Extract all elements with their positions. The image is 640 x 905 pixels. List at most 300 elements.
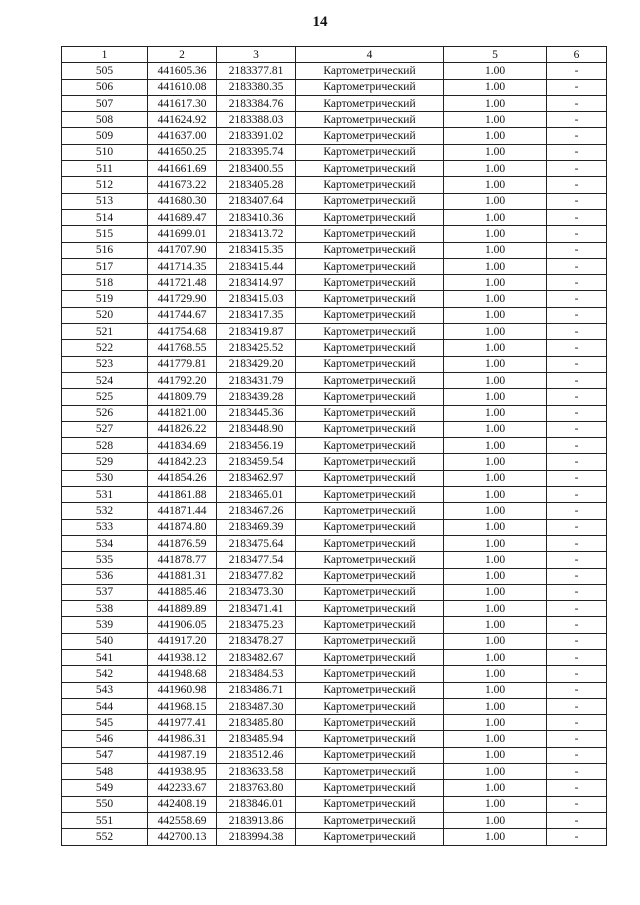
point-number-cell: 539 xyxy=(62,617,148,633)
y-coordinate-cell: 2183459.54 xyxy=(217,454,296,470)
table-row xyxy=(62,633,607,649)
table-row xyxy=(62,698,607,714)
x-coordinate-cell: 441987.19 xyxy=(148,747,217,763)
x-coordinate-cell: 441809.79 xyxy=(148,389,217,405)
table-row xyxy=(62,226,607,242)
accuracy-cell: 1.00 xyxy=(444,226,547,242)
y-coordinate-cell: 2183384.76 xyxy=(217,95,296,111)
accuracy-cell: 1.00 xyxy=(444,79,547,95)
note-cell: - xyxy=(547,95,607,111)
method-cell: Картометрический xyxy=(296,258,444,274)
y-coordinate-cell: 2183429.20 xyxy=(217,356,296,372)
accuracy-cell: 1.00 xyxy=(444,682,547,698)
x-coordinate-cell: 441714.35 xyxy=(148,258,217,274)
accuracy-cell: 1.00 xyxy=(444,454,547,470)
accuracy-cell: 1.00 xyxy=(444,649,547,665)
accuracy-cell: 1.00 xyxy=(444,193,547,209)
note-cell: - xyxy=(547,128,607,144)
accuracy-cell: 1.00 xyxy=(444,715,547,731)
x-coordinate-cell: 441650.25 xyxy=(148,144,217,160)
y-coordinate-cell: 2183467.26 xyxy=(217,503,296,519)
x-coordinate-cell: 441906.05 xyxy=(148,617,217,633)
point-number-cell: 531 xyxy=(62,487,148,503)
x-coordinate-cell: 441878.77 xyxy=(148,552,217,568)
point-number-cell: 551 xyxy=(62,812,148,828)
x-coordinate-cell: 441768.55 xyxy=(148,340,217,356)
method-cell: Картометрический xyxy=(296,372,444,388)
y-coordinate-cell: 2183633.58 xyxy=(217,764,296,780)
method-cell: Картометрический xyxy=(296,747,444,763)
x-coordinate-cell: 441637.00 xyxy=(148,128,217,144)
table-row xyxy=(62,649,607,665)
method-cell: Картометрический xyxy=(296,405,444,421)
x-coordinate-cell: 441661.69 xyxy=(148,161,217,177)
method-cell: Картометрический xyxy=(296,698,444,714)
y-coordinate-cell: 2183439.28 xyxy=(217,389,296,405)
note-cell: - xyxy=(547,617,607,633)
accuracy-cell: 1.00 xyxy=(444,144,547,160)
y-coordinate-cell: 2183417.35 xyxy=(217,307,296,323)
y-coordinate-cell: 2183448.90 xyxy=(217,421,296,437)
y-coordinate-cell: 2183415.03 xyxy=(217,291,296,307)
x-coordinate-cell: 441842.23 xyxy=(148,454,217,470)
x-coordinate-cell: 441707.90 xyxy=(148,242,217,258)
point-number-cell: 508 xyxy=(62,112,148,128)
x-coordinate-cell: 441881.31 xyxy=(148,568,217,584)
table-row xyxy=(62,193,607,209)
note-cell: - xyxy=(547,649,607,665)
x-coordinate-cell: 442558.69 xyxy=(148,812,217,828)
note-cell: - xyxy=(547,242,607,258)
accuracy-cell: 1.00 xyxy=(444,747,547,763)
accuracy-cell: 1.00 xyxy=(444,128,547,144)
x-coordinate-cell: 441826.22 xyxy=(148,421,217,437)
x-coordinate-cell: 441779.81 xyxy=(148,356,217,372)
y-coordinate-cell: 2183431.79 xyxy=(217,372,296,388)
accuracy-cell: 1.00 xyxy=(444,519,547,535)
method-cell: Картометрический xyxy=(296,535,444,551)
column-header-6: 6 xyxy=(547,47,607,63)
table-row xyxy=(62,79,607,95)
point-number-cell: 514 xyxy=(62,209,148,225)
note-cell: - xyxy=(547,552,607,568)
x-coordinate-cell: 441938.12 xyxy=(148,649,217,665)
note-cell: - xyxy=(547,177,607,193)
note-cell: - xyxy=(547,438,607,454)
accuracy-cell: 1.00 xyxy=(444,812,547,828)
accuracy-cell: 1.00 xyxy=(444,470,547,486)
accuracy-cell: 1.00 xyxy=(444,796,547,812)
point-number-cell: 520 xyxy=(62,307,148,323)
y-coordinate-cell: 2183377.81 xyxy=(217,63,296,79)
note-cell: - xyxy=(547,812,607,828)
note-cell: - xyxy=(547,291,607,307)
point-number-cell: 524 xyxy=(62,372,148,388)
table-body xyxy=(62,63,607,845)
y-coordinate-cell: 2183846.01 xyxy=(217,796,296,812)
accuracy-cell: 1.00 xyxy=(444,601,547,617)
note-cell: - xyxy=(547,796,607,812)
point-number-cell: 507 xyxy=(62,95,148,111)
method-cell: Картометрический xyxy=(296,649,444,665)
x-coordinate-cell: 441854.26 xyxy=(148,470,217,486)
note-cell: - xyxy=(547,487,607,503)
note-cell: - xyxy=(547,389,607,405)
table-row xyxy=(62,438,607,454)
note-cell: - xyxy=(547,112,607,128)
y-coordinate-cell: 2183388.03 xyxy=(217,112,296,128)
y-coordinate-cell: 2183395.74 xyxy=(217,144,296,160)
accuracy-cell: 1.00 xyxy=(444,552,547,568)
x-coordinate-cell: 442408.19 xyxy=(148,796,217,812)
method-cell: Картометрический xyxy=(296,226,444,242)
method-cell: Картометрический xyxy=(296,715,444,731)
accuracy-cell: 1.00 xyxy=(444,63,547,79)
x-coordinate-cell: 441729.90 xyxy=(148,291,217,307)
y-coordinate-cell: 2183415.35 xyxy=(217,242,296,258)
y-coordinate-cell: 2183486.71 xyxy=(217,682,296,698)
note-cell: - xyxy=(547,747,607,763)
method-cell: Картометрический xyxy=(296,470,444,486)
point-number-cell: 545 xyxy=(62,715,148,731)
method-cell: Картометрический xyxy=(296,242,444,258)
x-coordinate-cell: 441821.00 xyxy=(148,405,217,421)
point-number-cell: 547 xyxy=(62,747,148,763)
point-number-cell: 525 xyxy=(62,389,148,405)
note-cell: - xyxy=(547,307,607,323)
x-coordinate-cell: 441624.92 xyxy=(148,112,217,128)
x-coordinate-cell: 441968.15 xyxy=(148,698,217,714)
y-coordinate-cell: 2183484.53 xyxy=(217,666,296,682)
point-number-cell: 549 xyxy=(62,780,148,796)
table-row xyxy=(62,568,607,584)
method-cell: Картометрический xyxy=(296,340,444,356)
table-row xyxy=(62,144,607,160)
table-row xyxy=(62,324,607,340)
y-coordinate-cell: 2183425.52 xyxy=(217,340,296,356)
accuracy-cell: 1.00 xyxy=(444,764,547,780)
y-coordinate-cell: 2183414.97 xyxy=(217,275,296,291)
point-number-cell: 516 xyxy=(62,242,148,258)
table-row xyxy=(62,812,607,828)
accuracy-cell: 1.00 xyxy=(444,405,547,421)
x-coordinate-cell: 441885.46 xyxy=(148,584,217,600)
method-cell: Картометрический xyxy=(296,682,444,698)
x-coordinate-cell: 441876.59 xyxy=(148,535,217,551)
method-cell: Картометрический xyxy=(296,356,444,372)
accuracy-cell: 1.00 xyxy=(444,731,547,747)
point-number-cell: 515 xyxy=(62,226,148,242)
method-cell: Картометрический xyxy=(296,161,444,177)
method-cell: Картометрический xyxy=(296,291,444,307)
method-cell: Картометрический xyxy=(296,193,444,209)
y-coordinate-cell: 2183471.41 xyxy=(217,601,296,617)
y-coordinate-cell: 2183763.80 xyxy=(217,780,296,796)
table-row xyxy=(62,112,607,128)
table-header-row xyxy=(62,47,607,63)
table-row xyxy=(62,764,607,780)
note-cell: - xyxy=(547,698,607,714)
x-coordinate-cell: 441721.48 xyxy=(148,275,217,291)
note-cell: - xyxy=(547,63,607,79)
table-row xyxy=(62,421,607,437)
accuracy-cell: 1.00 xyxy=(444,242,547,258)
point-number-cell: 552 xyxy=(62,829,148,845)
note-cell: - xyxy=(547,633,607,649)
x-coordinate-cell: 441834.69 xyxy=(148,438,217,454)
method-cell: Картометрический xyxy=(296,487,444,503)
table-row xyxy=(62,177,607,193)
note-cell: - xyxy=(547,470,607,486)
x-coordinate-cell: 441744.67 xyxy=(148,307,217,323)
column-header-1: 1 xyxy=(62,47,148,63)
note-cell: - xyxy=(547,601,607,617)
method-cell: Картометрический xyxy=(296,421,444,437)
note-cell: - xyxy=(547,519,607,535)
method-cell: Картометрический xyxy=(296,177,444,193)
accuracy-cell: 1.00 xyxy=(444,829,547,845)
accuracy-cell: 1.00 xyxy=(444,340,547,356)
point-number-cell: 532 xyxy=(62,503,148,519)
x-coordinate-cell: 441938.95 xyxy=(148,764,217,780)
x-coordinate-cell: 441792.20 xyxy=(148,372,217,388)
accuracy-cell: 1.00 xyxy=(444,584,547,600)
y-coordinate-cell: 2183485.94 xyxy=(217,731,296,747)
x-coordinate-cell: 441977.41 xyxy=(148,715,217,731)
accuracy-cell: 1.00 xyxy=(444,307,547,323)
coordinates-table xyxy=(61,46,607,846)
x-coordinate-cell: 441889.89 xyxy=(148,601,217,617)
accuracy-cell: 1.00 xyxy=(444,421,547,437)
table-row xyxy=(62,682,607,698)
method-cell: Картометрический xyxy=(296,454,444,470)
y-coordinate-cell: 2183473.30 xyxy=(217,584,296,600)
point-number-cell: 541 xyxy=(62,649,148,665)
note-cell: - xyxy=(547,372,607,388)
x-coordinate-cell: 442700.13 xyxy=(148,829,217,845)
note-cell: - xyxy=(547,780,607,796)
method-cell: Картометрический xyxy=(296,389,444,405)
point-number-cell: 521 xyxy=(62,324,148,340)
point-number-cell: 534 xyxy=(62,535,148,551)
method-cell: Картометрический xyxy=(296,63,444,79)
y-coordinate-cell: 2183465.01 xyxy=(217,487,296,503)
point-number-cell: 518 xyxy=(62,275,148,291)
point-number-cell: 519 xyxy=(62,291,148,307)
method-cell: Картометрический xyxy=(296,438,444,454)
accuracy-cell: 1.00 xyxy=(444,356,547,372)
x-coordinate-cell: 441699.01 xyxy=(148,226,217,242)
note-cell: - xyxy=(547,193,607,209)
accuracy-cell: 1.00 xyxy=(444,177,547,193)
accuracy-cell: 1.00 xyxy=(444,698,547,714)
point-number-cell: 535 xyxy=(62,552,148,568)
table-row xyxy=(62,372,607,388)
point-number-cell: 517 xyxy=(62,258,148,274)
accuracy-cell: 1.00 xyxy=(444,617,547,633)
y-coordinate-cell: 2183391.02 xyxy=(217,128,296,144)
table-row xyxy=(62,307,607,323)
y-coordinate-cell: 2183400.55 xyxy=(217,161,296,177)
note-cell: - xyxy=(547,209,607,225)
y-coordinate-cell: 2183487.30 xyxy=(217,698,296,714)
table-row xyxy=(62,503,607,519)
x-coordinate-cell: 441986.31 xyxy=(148,731,217,747)
note-cell: - xyxy=(547,764,607,780)
point-number-cell: 546 xyxy=(62,731,148,747)
y-coordinate-cell: 2183469.39 xyxy=(217,519,296,535)
y-coordinate-cell: 2183512.46 xyxy=(217,747,296,763)
y-coordinate-cell: 2183482.67 xyxy=(217,649,296,665)
method-cell: Картометрический xyxy=(296,307,444,323)
y-coordinate-cell: 2183413.72 xyxy=(217,226,296,242)
point-number-cell: 529 xyxy=(62,454,148,470)
table-row xyxy=(62,356,607,372)
accuracy-cell: 1.00 xyxy=(444,209,547,225)
note-cell: - xyxy=(547,79,607,95)
accuracy-cell: 1.00 xyxy=(444,161,547,177)
table-row xyxy=(62,161,607,177)
y-coordinate-cell: 2183445.36 xyxy=(217,405,296,421)
table-row xyxy=(62,731,607,747)
y-coordinate-cell: 2183477.82 xyxy=(217,568,296,584)
table-row xyxy=(62,519,607,535)
point-number-cell: 523 xyxy=(62,356,148,372)
accuracy-cell: 1.00 xyxy=(444,633,547,649)
table-row xyxy=(62,128,607,144)
point-number-cell: 538 xyxy=(62,601,148,617)
point-number-cell: 512 xyxy=(62,177,148,193)
table-row xyxy=(62,95,607,111)
note-cell: - xyxy=(547,829,607,845)
column-header-5: 5 xyxy=(444,47,547,63)
accuracy-cell: 1.00 xyxy=(444,666,547,682)
note-cell: - xyxy=(547,356,607,372)
method-cell: Картометрический xyxy=(296,666,444,682)
method-cell: Картометрический xyxy=(296,568,444,584)
method-cell: Картометрический xyxy=(296,503,444,519)
method-cell: Картометрический xyxy=(296,79,444,95)
y-coordinate-cell: 2183475.23 xyxy=(217,617,296,633)
y-coordinate-cell: 2183380.35 xyxy=(217,79,296,95)
table-row xyxy=(62,454,607,470)
x-coordinate-cell: 441754.68 xyxy=(148,324,217,340)
x-coordinate-cell: 441617.30 xyxy=(148,95,217,111)
y-coordinate-cell: 2183994.38 xyxy=(217,829,296,845)
point-number-cell: 550 xyxy=(62,796,148,812)
x-coordinate-cell: 442233.67 xyxy=(148,780,217,796)
accuracy-cell: 1.00 xyxy=(444,291,547,307)
x-coordinate-cell: 441861.88 xyxy=(148,487,217,503)
column-header-2: 2 xyxy=(148,47,217,63)
x-coordinate-cell: 441871.44 xyxy=(148,503,217,519)
table-row xyxy=(62,747,607,763)
table-row xyxy=(62,796,607,812)
method-cell: Картометрический xyxy=(296,633,444,649)
x-coordinate-cell: 441673.22 xyxy=(148,177,217,193)
table-row xyxy=(62,552,607,568)
accuracy-cell: 1.00 xyxy=(444,95,547,111)
y-coordinate-cell: 2183456.19 xyxy=(217,438,296,454)
point-number-cell: 528 xyxy=(62,438,148,454)
table-row xyxy=(62,63,607,79)
note-cell: - xyxy=(547,715,607,731)
table-row xyxy=(62,340,607,356)
table-row xyxy=(62,666,607,682)
point-number-cell: 533 xyxy=(62,519,148,535)
accuracy-cell: 1.00 xyxy=(444,372,547,388)
point-number-cell: 510 xyxy=(62,144,148,160)
note-cell: - xyxy=(547,340,607,356)
table-row xyxy=(62,470,607,486)
method-cell: Картометрический xyxy=(296,552,444,568)
page-number: 14 xyxy=(312,14,328,30)
method-cell: Картометрический xyxy=(296,764,444,780)
table-row xyxy=(62,780,607,796)
table-row xyxy=(62,601,607,617)
method-cell: Картометрический xyxy=(296,112,444,128)
table-row xyxy=(62,715,607,731)
method-cell: Картометрический xyxy=(296,780,444,796)
table-row xyxy=(62,291,607,307)
note-cell: - xyxy=(547,421,607,437)
y-coordinate-cell: 2183405.28 xyxy=(217,177,296,193)
accuracy-cell: 1.00 xyxy=(444,389,547,405)
method-cell: Картометрический xyxy=(296,829,444,845)
table-row xyxy=(62,487,607,503)
note-cell: - xyxy=(547,535,607,551)
table-row xyxy=(62,242,607,258)
note-cell: - xyxy=(547,666,607,682)
accuracy-cell: 1.00 xyxy=(444,324,547,340)
point-number-cell: 513 xyxy=(62,193,148,209)
table-row xyxy=(62,617,607,633)
note-cell: - xyxy=(547,405,607,421)
note-cell: - xyxy=(547,568,607,584)
y-coordinate-cell: 2183485.80 xyxy=(217,715,296,731)
point-number-cell: 542 xyxy=(62,666,148,682)
note-cell: - xyxy=(547,503,607,519)
method-cell: Картометрический xyxy=(296,731,444,747)
accuracy-cell: 1.00 xyxy=(444,780,547,796)
column-header-4: 4 xyxy=(296,47,444,63)
note-cell: - xyxy=(547,682,607,698)
y-coordinate-cell: 2183475.64 xyxy=(217,535,296,551)
method-cell: Картометрический xyxy=(296,275,444,291)
table-row xyxy=(62,389,607,405)
y-coordinate-cell: 2183477.54 xyxy=(217,552,296,568)
accuracy-cell: 1.00 xyxy=(444,487,547,503)
y-coordinate-cell: 2183415.44 xyxy=(217,258,296,274)
accuracy-cell: 1.00 xyxy=(444,258,547,274)
x-coordinate-cell: 441948.68 xyxy=(148,666,217,682)
method-cell: Картометрический xyxy=(296,584,444,600)
point-number-cell: 505 xyxy=(62,63,148,79)
y-coordinate-cell: 2183478.27 xyxy=(217,633,296,649)
note-cell: - xyxy=(547,275,607,291)
accuracy-cell: 1.00 xyxy=(444,535,547,551)
accuracy-cell: 1.00 xyxy=(444,438,547,454)
accuracy-cell: 1.00 xyxy=(444,503,547,519)
y-coordinate-cell: 2183913.86 xyxy=(217,812,296,828)
table-row xyxy=(62,405,607,421)
note-cell: - xyxy=(547,144,607,160)
accuracy-cell: 1.00 xyxy=(444,112,547,128)
table-row xyxy=(62,535,607,551)
y-coordinate-cell: 2183419.87 xyxy=(217,324,296,340)
point-number-cell: 530 xyxy=(62,470,148,486)
point-number-cell: 548 xyxy=(62,764,148,780)
